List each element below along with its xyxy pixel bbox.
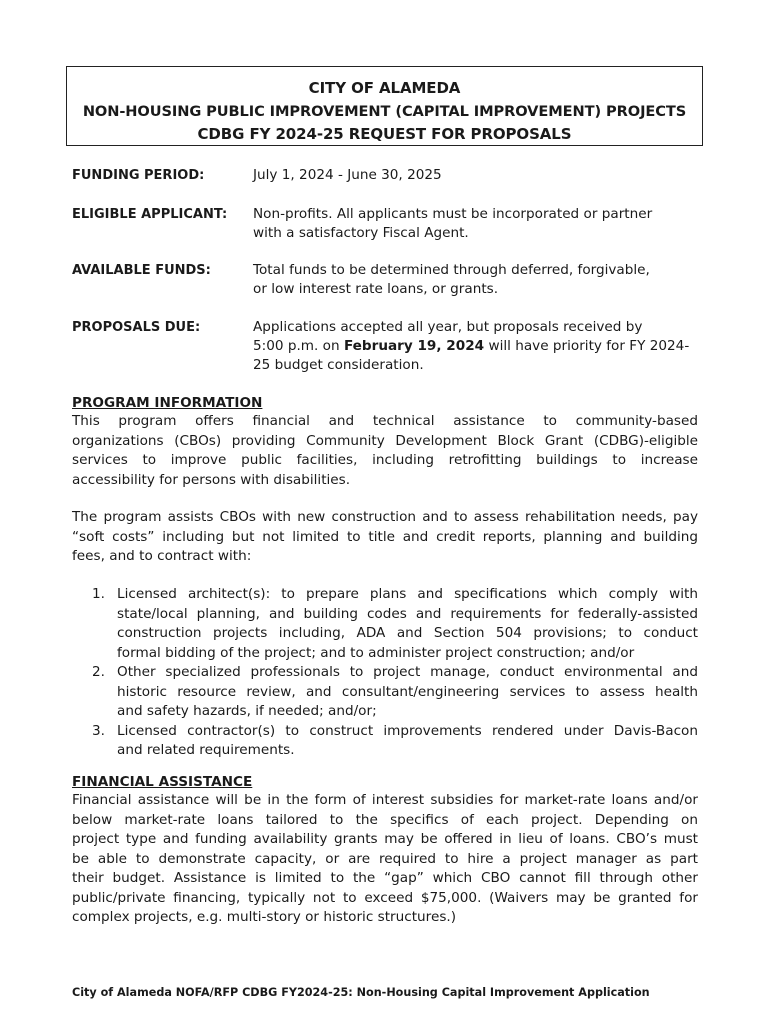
- paragraph-line: Financial assistance will be in the form of interest subsidies for market-rate loans and/or: [72, 792, 698, 808]
- list-line: construction projects including, ADA and Section 504 provisions; to conduct: [117, 625, 698, 641]
- title-line-2: NON-HOUSING PUBLIC IMPROVEMENT (CAPITAL IMPROVEMENT) PROJECTS: [82, 103, 687, 120]
- list-line: historic resource review, and consultant/engineering services to assess health: [117, 683, 698, 700]
- list-number: 1.: [92, 586, 105, 602]
- eligible-applicant-value: [253, 205, 693, 243]
- list-line: Other specialized professionals to project manage, conduct environmental and: [117, 664, 698, 680]
- paragraph-line: “soft costs” including but not limited to title and credit reports, planning and building: [72, 528, 698, 545]
- proposals-due-line-2: [253, 337, 693, 356]
- page-footer: City of Alameda NOFA/RFP CDBG FY2024-25: Non-Housing Capital Improvement Application: [72, 986, 650, 999]
- list-line: formal bidding of the project; and to administer project construction; and/or: [117, 644, 635, 661]
- paragraph-line: This program offers financial and technical assistance to community-based: [72, 413, 698, 429]
- funding-period-value-text: July 1, 2024 - June 30, 2025: [253, 167, 442, 183]
- paragraph-line: services to improve public facilities, including retrofitting buildings to increase: [72, 452, 698, 468]
- eligible-applicant-line-2: with a satisfactory Fiscal Agent.: [253, 225, 469, 241]
- proposals-due-line-1: Applications accepted all year, but proposals received by: [253, 319, 643, 335]
- paragraph-line: public/private financing, typically not to exceed $75,000. (Waivers may be granted for: [72, 889, 698, 906]
- list-line: Licensed contractor(s) to construct improvements rendered under Davis-Bacon: [117, 722, 698, 739]
- paragraph-line: complex projects, e.g. multi-story or historic structures.): [72, 909, 457, 925]
- title-line-1: CITY OF ALAMEDA: [308, 79, 461, 97]
- list-line: state/local planning, and building codes and requirements for federally-assisted: [117, 605, 698, 622]
- eligible-applicant-label: ELIGIBLE APPLICANT:: [72, 207, 228, 222]
- proposals-due-line-2-post: will have priority for FY 2024-: [484, 338, 690, 354]
- contract-list: [72, 585, 698, 761]
- program-information-heading: PROGRAM INFORMATION: [72, 395, 263, 411]
- paragraph-line: below market-rate loans tailored to the specifics of each project. Depending on: [72, 811, 698, 828]
- funding-period-label: FUNDING PERIOD:: [72, 168, 205, 183]
- program-information-paragraph-1: [72, 412, 698, 490]
- paragraph-line: be able to demonstrate capacity, or are required to hire a project manager as part: [72, 850, 698, 867]
- list-number: 2.: [92, 664, 105, 680]
- proposals-due-date: February 19, 2024: [343, 338, 485, 354]
- available-funds-label: AVAILABLE FUNDS:: [72, 263, 211, 278]
- available-funds-line-2: or low interest rate loans, or grants.: [253, 281, 499, 297]
- paragraph-line: their budget. Assistance is limited to the “gap” which CBO cannot fill through other: [72, 870, 698, 886]
- funding-period-value: [253, 166, 693, 185]
- list-number: 3.: [92, 722, 105, 739]
- list-line: and safety hazards, if needed; and/or;: [117, 703, 377, 719]
- paragraph-line: The program assists CBOs with new construction and to assess rehabilitation needs, pay: [72, 509, 698, 525]
- list-item: [72, 722, 698, 761]
- eligible-applicant-line-1: Non-profits. All applicants must be incorporated or partner: [253, 206, 653, 222]
- list-line: and related requirements.: [117, 742, 295, 758]
- proposals-due-line-3: 25 budget consideration.: [253, 357, 424, 373]
- paragraph-line: project type and funding availability grants may be offered in lieu of loans. CBO’s must: [72, 831, 698, 847]
- program-information-paragraph-2: [72, 508, 698, 567]
- list-line: Licensed architect(s): to prepare plans and specifications which comply with: [117, 586, 698, 602]
- list-item: [72, 663, 698, 722]
- list-item: [72, 585, 698, 663]
- financial-assistance-paragraph: [72, 791, 698, 928]
- paragraph-line: organizations (CBOs) providing Community Development Block Grant (CDBG)-eligible: [72, 432, 698, 449]
- paragraph-line: fees, and to contract with:: [72, 548, 252, 564]
- financial-assistance-heading: FINANCIAL ASSISTANCE: [72, 774, 253, 790]
- available-funds-line-1: Total funds to be determined through deferred, forgivable,: [253, 262, 650, 278]
- available-funds-value: [253, 261, 693, 299]
- title-box: [66, 66, 703, 146]
- proposals-due-label: PROPOSALS DUE:: [72, 320, 201, 335]
- paragraph-line: accessibility for persons with disabilities.: [72, 471, 351, 488]
- proposals-due-value: [253, 318, 693, 375]
- proposals-due-line-2-pre: 5:00 p.m. on: [253, 338, 344, 354]
- title-line-3: CDBG FY 2024-25 REQUEST FOR PROPOSALS: [197, 125, 572, 143]
